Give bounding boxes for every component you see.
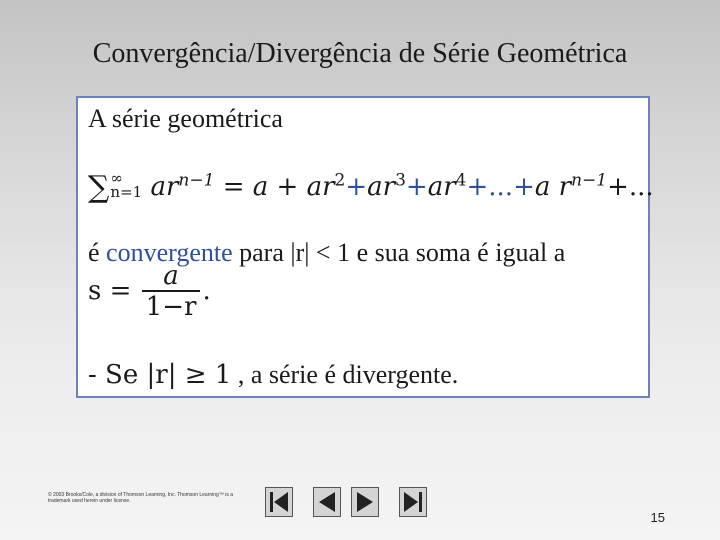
copyright-notice: © 2003 Brooks/Cole, a division of Thomson Learning, Inc. Thomson Learning™ is a trademark used herein under license. xyxy=(48,492,233,504)
divergence-text: - Se |r| ≥ 1 , a série é divergente. xyxy=(88,360,459,390)
sum-limits xyxy=(110,171,142,199)
content-box xyxy=(76,96,654,398)
previous-slide-icon[interactable] xyxy=(313,487,341,517)
convergent-word: convergente xyxy=(106,238,233,267)
sum-lower-limit: n=1 xyxy=(110,183,143,201)
sum-fraction xyxy=(142,262,201,322)
slide-title: Convergência/Divergência de Série Geométrica xyxy=(92,38,628,69)
fraction-numerator: a xyxy=(163,261,179,291)
first-slide-icon[interactable] xyxy=(265,487,293,517)
series-formula: ∑ ∞ n=1 $ar^{n-1} = a + ar^2+ar^3+ar^4+...+a$ $r^{n-1}+$... xyxy=(88,169,654,205)
next-slide-icon[interactable] xyxy=(351,487,379,517)
intro-text: A série geométrica xyxy=(88,104,283,133)
fraction-denominator: 1−r xyxy=(142,290,201,322)
convergence-text: é convergente para |r| < 1 e sua soma é igual a xyxy=(88,238,566,267)
last-slide-icon[interactable] xyxy=(399,487,427,517)
sigma-symbol: ∑ xyxy=(88,170,110,205)
sum-formula: s = $\frac{a}{1-r}$ . xyxy=(88,261,211,322)
sum-upper-limit: ∞ xyxy=(110,169,123,187)
page-number: 15 xyxy=(650,510,665,525)
